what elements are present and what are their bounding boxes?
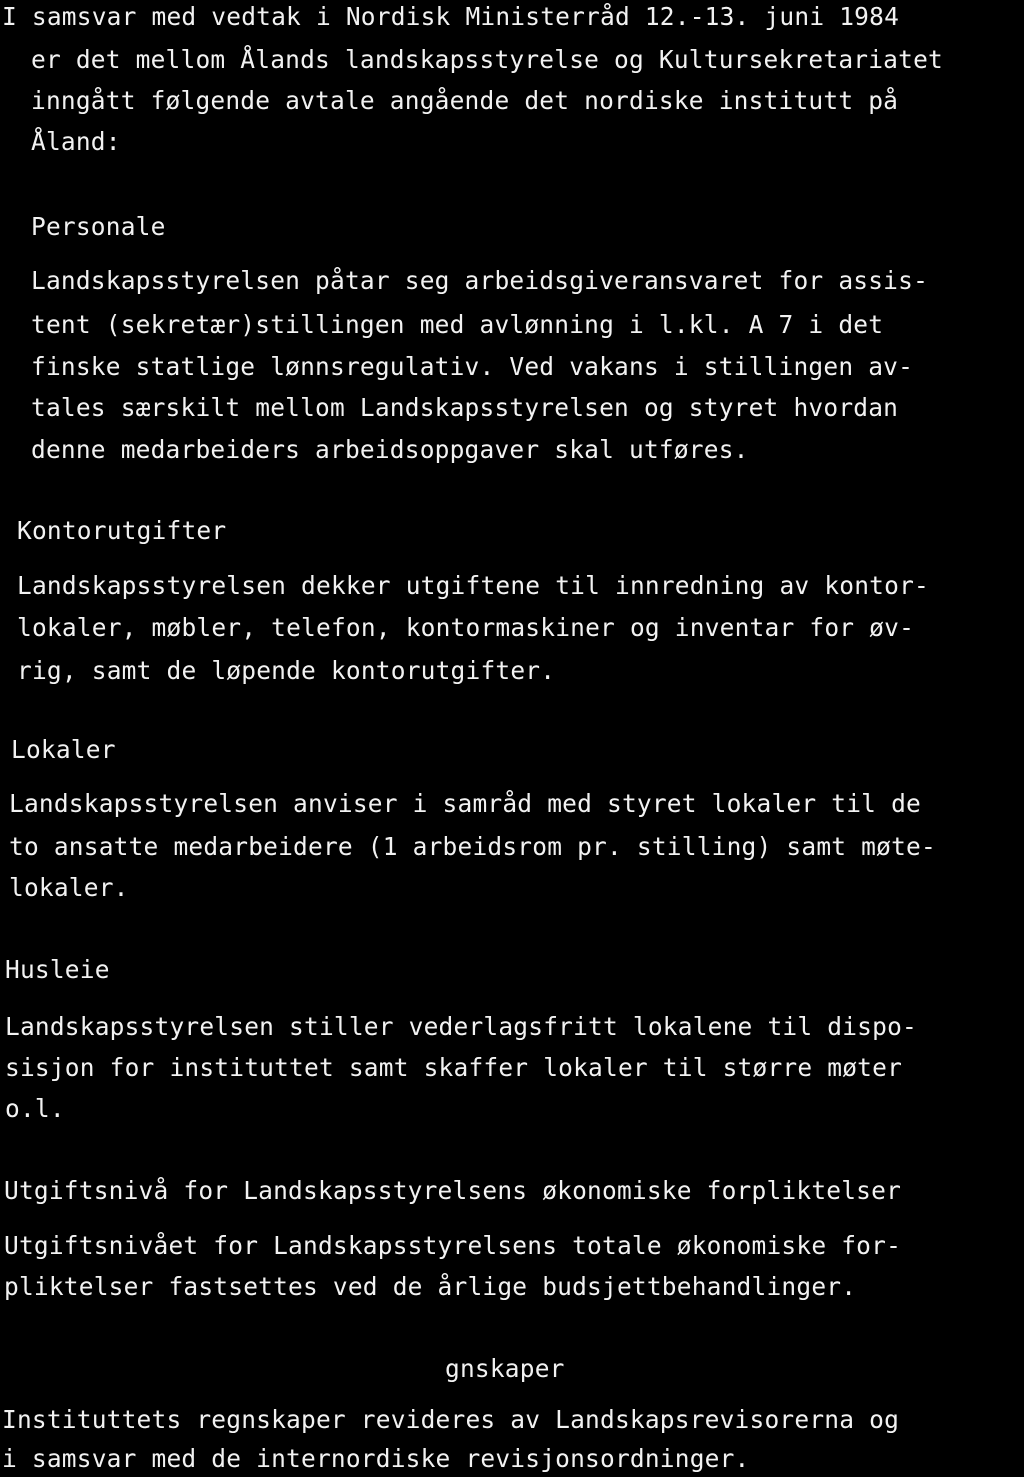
lokaler-text-line: Landskapsstyrelsen anviser i samråd med styret lokaler til de [9,789,921,818]
section-heading-personale: Personale [31,212,166,241]
utgiftsniva-text-line: pliktelser fastsettes ved de årlige budsjettbehandlinger. [4,1272,857,1301]
husleie-text-line: o.l. [5,1094,65,1123]
kontorutgifter-text-line: rig, samt de løpende kontorutgifter. [17,656,556,685]
section-heading-lokaler: Lokaler [11,735,116,764]
intro-line: inngått følgende avtale angående det nordiske institutt på [31,86,899,115]
section-heading-husleie: Husleie [5,955,110,984]
section-heading-kontorutgifter: Kontorutgifter [17,516,227,545]
regnskaper-text-line: i samsvar med de internordiske revisjonsordninger. [2,1444,750,1473]
personale-text-line: tent (sekretær)stillingen med avlønning i l.kl. A 7 i det [31,310,884,339]
husleie-text-line: sisjon for instituttet samt skaffer lokaler til større møter [5,1053,903,1082]
personale-text-line: Landskapsstyrelsen påtar seg arbeidsgiveransvaret for assis- [31,266,929,295]
lokaler-text-line: lokaler. [9,873,129,902]
personale-text-line: denne medarbeiders arbeidsoppgaver skal utføres. [31,435,749,464]
utgiftsniva-text-line: Utgiftsnivået for Landskapsstyrelsens totale økonomiske for- [4,1231,902,1260]
section-heading-regnskaper: gnskaper [445,1354,565,1383]
intro-line: Åland: [31,127,121,156]
lokaler-text-line: to ansatte medarbeidere (1 arbeidsrom pr. stilling) samt møte- [9,832,936,861]
kontorutgifter-text-line: Landskapsstyrelsen dekker utgiftene til innredning av kontor- [17,571,929,600]
intro-line: I samsvar med vedtak i Nordisk Ministerråd 12.-13. juni 1984 [2,2,900,31]
kontorutgifter-text-line: lokaler, møbler, telefon, kontormaskiner og inventar for øv- [17,613,915,642]
husleie-text-line: Landskapsstyrelsen stiller vederlagsfritt lokalene til dispo- [5,1012,917,1041]
intro-line: er det mellom Ålands landskapsstyrelse og Kultursekretariatet [31,45,943,74]
regnskaper-text-line: Instituttets regnskaper revideres av Landskapsrevisorerna og [2,1405,900,1434]
personale-text-line: finske statlige lønnsregulativ. Ved vakans i stillingen av- [31,352,914,381]
section-heading-utgiftsniva: Utgiftsnivå for Landskapsstyrelsens økonomiske forpliktelser [4,1176,902,1205]
personale-text-line: tales særskilt mellom Landskapsstyrelsen og styret hvordan [31,393,899,422]
